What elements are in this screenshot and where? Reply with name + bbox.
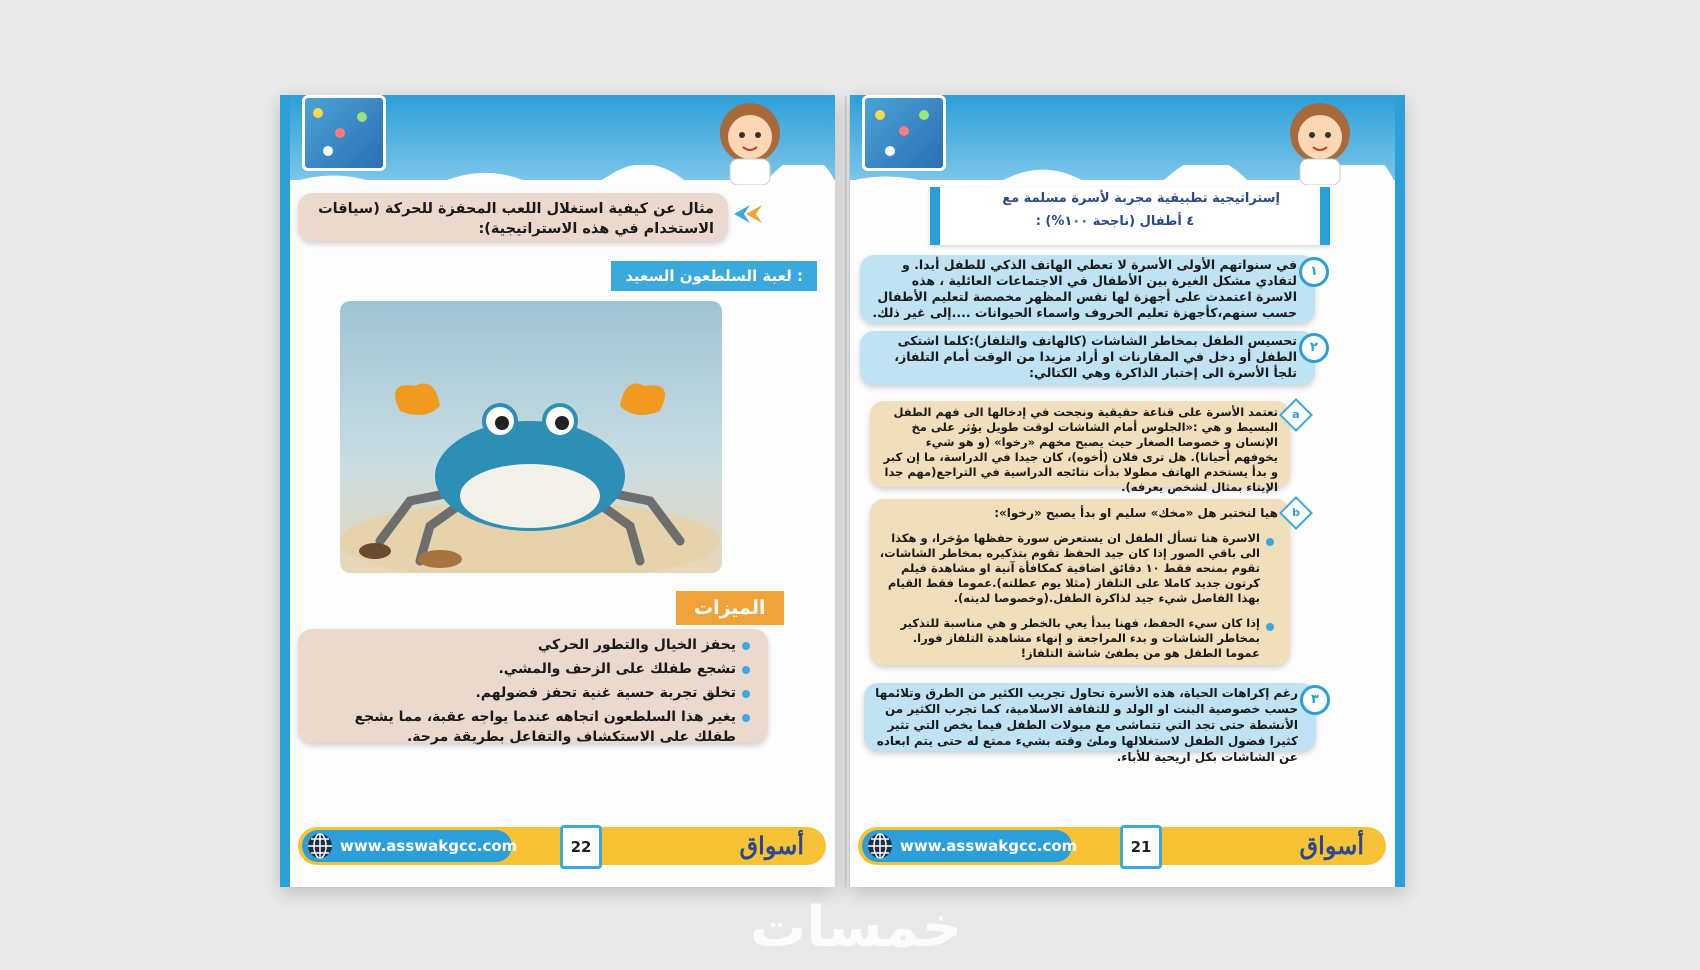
item-text: تعتمد الأسرة على قناعة حقيقية ونجحت في إدخالها الى فهم الطفل البسيط و هي :«الجلوس أمام الشاشات لوقت طويل يؤثر على مخ الإنسان و خصوصا الصغار حيث يصبح مخهم «رخوا» (و هو شيء يخوفهم أحيانا). هل ترى فلان (أخوه)، كان جيدا في الدراسة، ما إن كبر و بدأ يستخدم الهاتف مطولا بدأت نتائجه الدراسية في التراجع(مهم جدا الإيتاء بمثال لشخص يعرفه).: [883, 405, 1278, 494]
left-page: [280, 95, 835, 887]
page-footer: [858, 827, 1386, 865]
item-bullets: [870, 527, 1290, 661]
strategy-subitem-b: [870, 499, 1300, 665]
intro-text: مثال عن كيفية استغلال اللعب المحفزة للحركة (سياقات الاستخدام في هذه الاستراتيجية):: [318, 201, 714, 237]
item-text: رغم إكراهات الحياة، هذه الأسرة تحاول تجريب الكثير من الطرق وتلائمها حسب خصوصية البنت او الولد و للثقافة الاسلامية، كما تجرب الكثير من الأنشطة حتى تجد التي تتماشى مع ميولات الطفل فيما يخص التي تثير كثيرا فضول الطفل لاستغلالها وملئ وقته بشيء ممتع له حتى يتم ابعاده عن الشاشات بكل اريحية للأباء.: [875, 686, 1298, 764]
strategy-item-1: [860, 255, 1318, 323]
globe-icon: [866, 832, 894, 860]
item-number-badge: ١: [1299, 257, 1329, 287]
website-url[interactable]: [302, 830, 518, 862]
crab-toy-photo: [340, 301, 722, 573]
kids-collage-image: [862, 95, 946, 171]
website-url[interactable]: [862, 830, 1078, 862]
khamsat-watermark: خمسات: [750, 895, 963, 960]
kid-character-icon: [1280, 95, 1360, 185]
feature-item: تخلق تجربة حسية غنية تحفز فضولهم.: [308, 683, 752, 703]
title-line-2: ٤ أطفال (ناجحة ١٠٠%) :: [1035, 214, 1195, 229]
strategy-item-2: [860, 331, 1318, 385]
feature-item: يغير هذا السلطعون اتجاهه عندما يواجه عقبة، مما يشجع طفلك على الاستكشاف والتفاعل بطريقة مرحة.: [308, 707, 752, 747]
item-number-badge: ٢: [1299, 333, 1329, 363]
arrow-marker-icon: [734, 203, 764, 225]
game-title: لعبة السلطعون السعيد :: [611, 261, 817, 291]
page-number: 21: [1120, 825, 1162, 869]
section-title-ribbon: [930, 187, 1330, 245]
kids-collage-image: [302, 95, 386, 171]
bullet-item: إذا كان سيء الحفظ، فهنا يبدأ يعي بالخطر و هي مناسبة للتذكير بمخاطر الشاشات و بدء المراجعة و إنهاء مشاهدة التلفاز فورا. عموما الطفل هو من يطفئ شاشة التلفاز!: [878, 616, 1276, 661]
item-text: تحسيس الطفل بمخاطر الشاشات (كالهاتف والتلفاز):كلما اشتكى الطفل أو دخل في المقارنات او أراد مزيدا من الوقت أمام التلفاز، تلجأ الأسرة الى إختبار الذاكرة وهي الكتالي:: [894, 333, 1297, 380]
bullet-item: الاسرة هنا تسأل الطفل ان يستعرض سورة حفظها مؤخرا، و هكذا الى باقي الصور إذا كان جيد الحفظ تقوم بتذكيره بمخاطر الشاشات، تقوم بمنحه فقط ١٠ دقائق اضافية كمكافأة آنية او مشاهدة فيلم كرتون جديد كاملا على التلفاز (مثلا يوم عطلته).عموما فقط القيام بهذا الفاصل شيء جيد لذاكرة الطفل.(وخصوصا لدينه).: [878, 531, 1276, 606]
feature-item: يحفز الخيال والتطور الحركي: [308, 635, 752, 655]
item-text: في سنواتهم الأولى الأسرة لا تعطي الهاتف الذكي للطفل أبدا. و لتفادي مشكل الغيرة بين الأطفال في الاجتماعات العائلية ، هذه الاسرة اعتمدت على أجهزة لها نفس المظهر مخصصة لتعليم الأطفال حسب سنهم،كأجهزة تعليم الحروف واسماء الحيوانات ....إلى غير ذلك.: [872, 257, 1297, 320]
intro-box: [298, 193, 728, 241]
features-box: [298, 629, 768, 743]
asswak-logo: أسواق: [1299, 831, 1364, 860]
item-heading: هيا لنختبر هل «مخك» سليم او بدأ يصبح «رخوا»:: [994, 506, 1278, 520]
item-letter-badge: a: [1279, 398, 1313, 432]
page-footer: [298, 827, 826, 865]
globe-icon: [306, 832, 334, 860]
features-list: [298, 629, 768, 747]
strategy-subitem-a: [870, 401, 1300, 494]
feature-item: تشجع طفلك على الزحف والمشي.: [308, 659, 752, 679]
page-number: 22: [560, 825, 602, 869]
item-number-badge: ٣: [1300, 685, 1330, 715]
title-line-1: إستراتيجية تطبيقية مجربة لأسرة مسلمة مع: [1002, 191, 1280, 206]
asswak-logo: أسواق: [739, 831, 804, 860]
url-text: www.asswakgcc.com: [340, 837, 518, 855]
right-page: [850, 95, 1405, 887]
features-title: الميزات: [676, 591, 784, 625]
item-letter-badge: b: [1279, 496, 1313, 530]
strategy-item-3: [864, 683, 1319, 764]
url-text: www.asswakgcc.com: [900, 837, 1078, 855]
kid-character-icon: [710, 95, 790, 185]
